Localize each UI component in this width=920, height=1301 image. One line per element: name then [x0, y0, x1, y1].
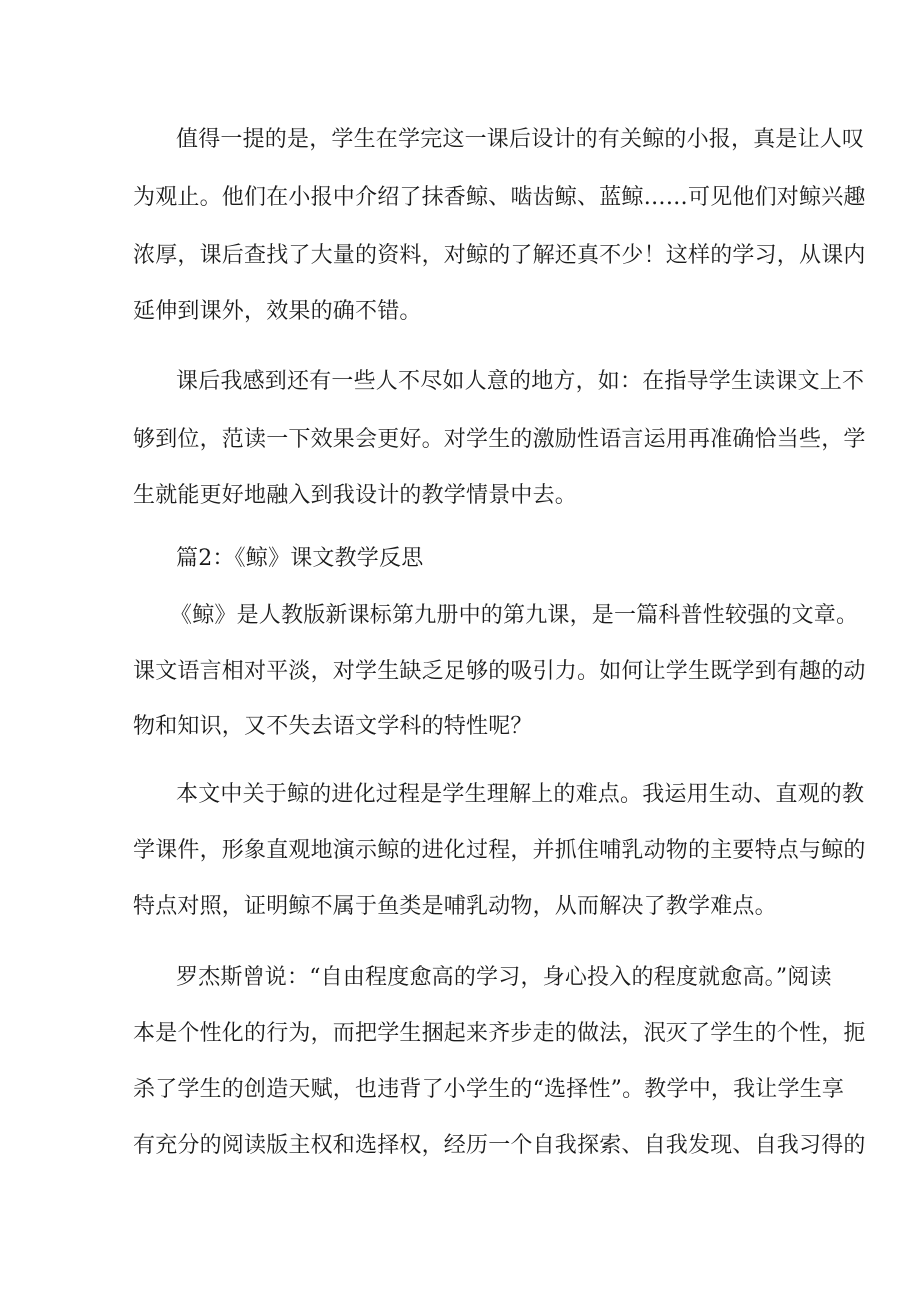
- paragraph-3-line-2: 课文语言相对平淡，对学生缺乏足够的吸引力。如何让学生既学到有趣的动: [133, 659, 866, 684]
- paragraph-2-line-2: 够到位，范读一下效果会更好。对学生的激励性语言运用再准确恰当些，学: [133, 427, 866, 452]
- paragraph-5-line-4: 有充分的阅读版主权和选择权，经历一个自我探索、自我发现、自我习得的: [133, 1133, 866, 1158]
- paragraph-2-line-1: 课后我感到还有一些人不尽如人意的地方，如：在指导学生读课文上不: [176, 369, 865, 394]
- paragraph-1-line-2: 为观止。他们在小报中介绍了抹香鲸、啮齿鲸、蓝鲸……可见他们对鲸兴趣: [133, 185, 866, 210]
- section-heading: 篇2：《鲸》课文教学反思: [176, 546, 424, 571]
- paragraph-4-line-1: 本文中关于鲸的进化过程是学生理解上的难点。我运用生动、直观的教: [176, 782, 865, 807]
- paragraph-2-line-3: 生就能更好地融入到我设计的教学情景中去。: [133, 483, 578, 508]
- paragraph-3-line-3: 物和知识，又不失去语文学科的特性呢？: [133, 714, 533, 739]
- paragraph-5-line-2: 本是个性化的行为，而把学生捆起来齐步走的做法，泯灭了学生的个性，扼: [133, 1021, 866, 1046]
- paragraph-1-line-1: 值得一提的是，学生在学完这一课后设计的有关鲸的小报，真是让人叹: [176, 127, 865, 152]
- paragraph-4-line-3: 特点对照，证明鲸不属于鱼类是哺乳动物，从而解决了教学难点。: [133, 894, 777, 919]
- paragraph-5-line-1: 罗杰斯曾说：“自由程度愈高的学习，身心投入的程度就愈高。”阅读: [176, 965, 832, 990]
- paragraph-1-line-4: 延伸到课外，效果的确不错。: [133, 299, 422, 324]
- paragraph-1-line-3: 浓厚，课后查找了大量的资料，对鲸的了解还真不少！这样的学习，从课内: [133, 243, 866, 268]
- paragraph-5-line-3: 杀了学生的创造天赋，也违背了小学生的“选择性”。教学中，我让学生享: [133, 1077, 845, 1102]
- paragraph-4-line-2: 学课件，形象直观地演示鲸的进化过程，并抓住哺乳动物的主要特点与鲸的: [133, 838, 866, 863]
- paragraph-3-line-1: 《鲸》是人教版新课标第九册中的第九课，是一篇科普性较强的文章。: [170, 603, 859, 628]
